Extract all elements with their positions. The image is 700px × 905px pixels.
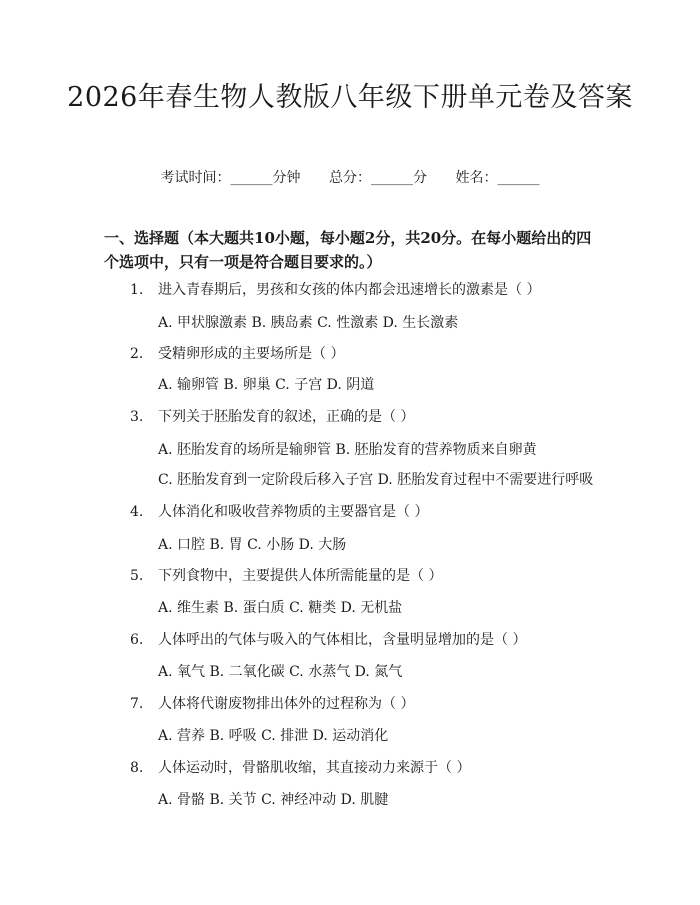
question-3-options-line-2: C. 胚胎发育到一定阶段后移入子宫 D. 胚胎发育过程中不需要进行呼吸 (158, 472, 594, 488)
question-number: 4. (130, 504, 144, 520)
question-text: 人体消化和吸收营养物质的主要器官是（ ） (158, 504, 429, 520)
total-score-field: 总分：______分 (329, 170, 427, 186)
question-number: 5. (130, 568, 144, 584)
question-number: 3. (130, 409, 144, 425)
question-number: 7. (130, 696, 144, 712)
page-title: 2026年春生物人教版八年级下册单元卷及答案 (67, 82, 633, 113)
question-5 (130, 566, 442, 586)
student-name-field: 姓名：______ (455, 170, 540, 186)
exam-info-row (0, 168, 700, 188)
question-7 (130, 694, 414, 714)
question-8-options: A. 骨骼 B. 关节 C. 神经冲动 D. 肌腱 (158, 792, 389, 808)
question-text: 下列食物中，主要提供人体所需能量的是（ ） (158, 568, 443, 584)
question-number: 6. (130, 632, 144, 648)
question-6-options: A. 氧气 B. 二氧化碳 C. 水蒸气 D. 氮气 (158, 664, 403, 680)
question-text: 受精卵形成的主要场所是（ ） (158, 346, 345, 362)
exam-time-field: 考试时间：______分钟 (160, 170, 301, 186)
question-6 (130, 630, 526, 650)
question-number: 2. (130, 346, 144, 362)
question-text: 下列关于胚胎发育的叙述，正确的是（ ） (158, 409, 415, 425)
question-2-options: A. 输卵管 B. 卵巢 C. 子宫 D. 阴道 (158, 377, 375, 393)
question-number: 1. (130, 282, 144, 298)
question-5-options: A. 维生素 B. 蛋白质 C. 糖类 D. 无机盐 (158, 600, 403, 616)
question-number: 8. (130, 760, 144, 776)
question-text: 人体将代谢废物排出体外的过程称为（ ） (158, 696, 415, 712)
question-4 (130, 502, 428, 522)
question-text: 人体呼出的气体与吸入的气体相比，含量明显增加的是（ ） (158, 632, 527, 648)
question-4-options: A. 口腔 B. 胃 C. 小肠 D. 大肠 (158, 537, 347, 553)
question-text: 人体运动时，骨骼肌收缩，其直接动力来源于（ ） (158, 760, 471, 776)
question-7-options: A. 营养 B. 呼吸 C. 排泄 D. 运动消化 (158, 728, 389, 744)
question-text: 进入青春期后，男孩和女孩的体内都会迅速增长的激素是（ ） (158, 282, 541, 298)
question-1-options: A. 甲状腺激素 B. 胰岛素 C. 性激素 D. 生长激素 (158, 315, 459, 331)
question-3 (130, 407, 414, 427)
question-2 (130, 344, 344, 364)
question-1 (130, 280, 540, 300)
question-8 (130, 758, 470, 778)
section-heading-choice: 一、选择题（本大题共10小题，每小题2分，共20分。在每小题给出的四个选项中，只有一项是符合题目要求的。） (104, 229, 592, 271)
question-3-options-line-1: A. 胚胎发育的场所是输卵管 B. 胚胎发育的营养物质来自卵黄 (158, 442, 537, 458)
